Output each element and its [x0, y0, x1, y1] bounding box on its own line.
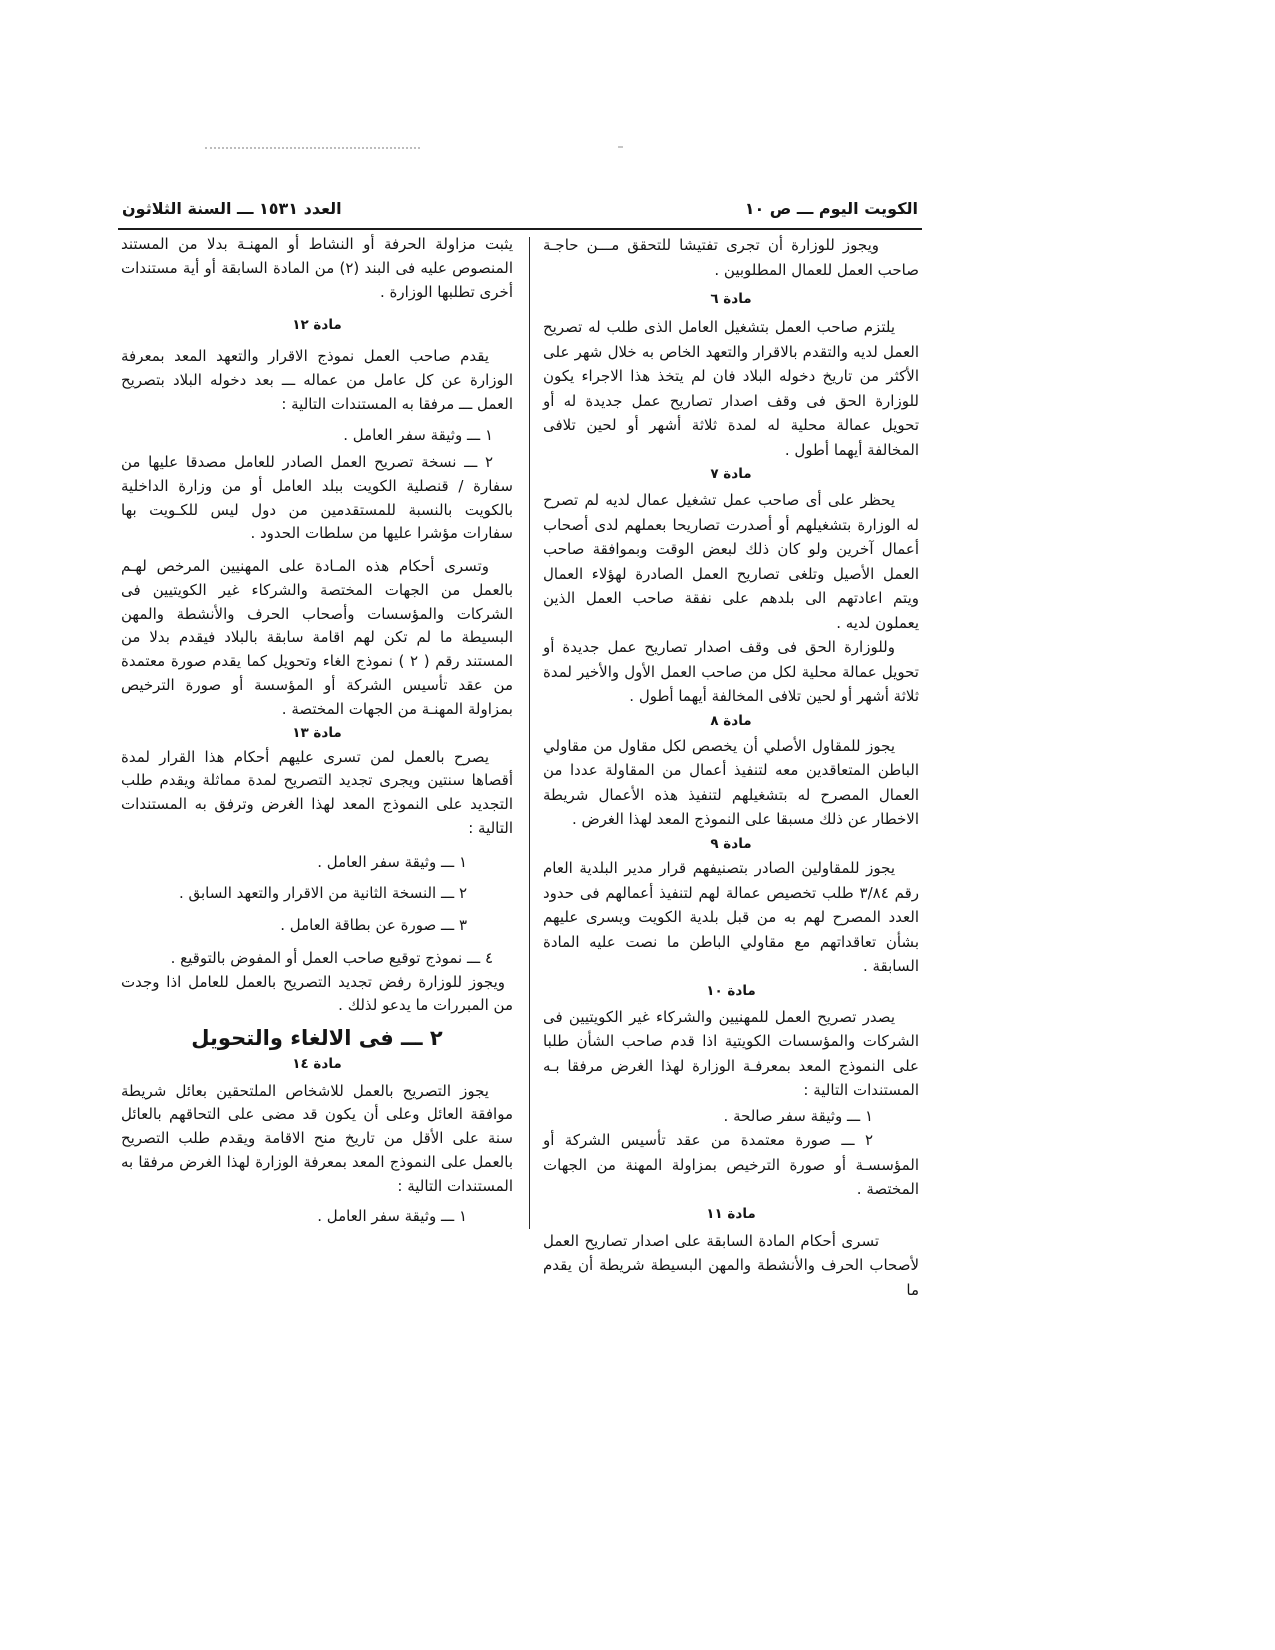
scan-speck-mark — [618, 146, 623, 148]
article-12-item-2: ٢ ـــ نسخة تصريح العمل الصادر للعامل مصدقا عليها من سفارة / قنصلية الكويت ببلد العامل أو من وزارة الداخلية بالكويت بالنسبة للمستقدمين من دول ليس للكـويت بها سفارات مؤشرا عليها من سلطات الحدود . — [121, 453, 513, 543]
article-7-penalty-text: وللوزارة الحق فى وقف اصدار تصاريح عمل جديدة أو تحويل عمالة محلية لكل من صاحب العمل الأول والأخير لمدة ثلاثة أشهر أو لحين تلافى المخالفة أيهما أطول . — [543, 638, 919, 705]
article-8-text: يجوز للمقاول الأصلي أن يخصص لكل مقاول من مقاولي الباطن المتعاقدين معه لتنفيذ أعمال من المقاولة عددا من العمال المصرح له بتشغيلهم لتنفيذ هذه الأعمال شريطة الاخطار عن ذلك مسبقا على النموذج المعد لهذا الغرض . — [543, 736, 919, 828]
article-10-item-2: ٢ ـــ صورة معتمدة من عقد تأسيس الشركة أو المؤسسـة أو صورة الترخيص بمزاولة المهنة من الجهات المختصة . — [543, 1131, 919, 1198]
article-7-heading: مادة ٧ — [710, 466, 752, 482]
article-11-heading: مادة ١١ — [706, 1205, 756, 1222]
issue-label: العدد ١٥٣١ ـــ السنة الثلاثون — [122, 199, 342, 218]
article-10-text: يصدر تصريح العمل للمهنيين والشركاء غير الكويتيين فى الشركات والمؤسسات الكويتية اذا قدم صاحب الشأن طلبا على النموذج المعد بمعرفـة الوزارة لهذا الغرض مرفقا بـه المستندات التالية : — [543, 1007, 919, 1099]
article-13-item-4: ٤ ـــ نموذج توقيع صاحب العمل أو المفوض بالتوقيع . — [170, 948, 493, 967]
article-12-text: يقدم صاحب العمل نموذج الاقرار والتعهد المعد بمعرفة الوزارة عن كل عامل من عماله ـــ بعد دخوله البلاد بتصريح العمل ـــ مرفقا به المستندات التالية : — [121, 347, 513, 413]
page-label: الكويت اليوم ـــ ص ١٠ — [744, 199, 918, 218]
article-13-item-3: ٣ ـــ صورة عن بطاقة العامل . — [280, 915, 467, 934]
article-8-heading: مادة ٨ — [710, 713, 752, 729]
scan-dots-mark — [205, 147, 420, 149]
article-7-text: يحظر على أى صاحب عمل تشغيل عمال لديه لم تصرح له الوزارة بتشغيلهم أو أصدرت تصاريحا بعملهم لدى أصحاب أعمال آخرين ولو كان ذلك لبعض الوقت وبموافقة صاحب العمل الأصيل وتلغى تصاريح العمل الصادرة لهؤلاء العمال ويتم اعادتهم الى بلدهم على نفقة صاحب العمل الذين يعملون لديه . — [543, 491, 919, 632]
article-14-heading: مادة ١٤ — [292, 1055, 342, 1072]
article-5-closing-text: ويجوز للوزارة أن تجرى تفتيشا للتحقق مـــن حاجـة صاحب العمل للعمال المطلوبين . — [543, 236, 919, 279]
article-9-heading: مادة ٩ — [710, 835, 752, 852]
right-column — [543, 233, 919, 1302]
article-10-item-1: ١ ـــ وثيقة سفر صالحة . — [723, 1106, 873, 1125]
article-6-heading: مادة ٦ — [710, 291, 752, 307]
article-12-extension-text: وتسرى أحكام هذه المـادة على المهنيين المرخص لهـم بالعمل من الجهات المختصة والشركاء غير الكويتيين فى الشركات والمؤسسات وأصحاب الحرف والأنشطة والمهن البسيطة ما لم تكن لهم اقامة سابقة بالبلاد فيقدم بدلا من المستند رقم ( ٢ ) نموذج الغاء وتحويل كما يقدم صورة معتمدة من عقد تأسيس الشركة أو المؤسسة أو صورة الترخيص بمزاولة المهنـة من الجهات المختصة . — [121, 557, 513, 718]
article-12-heading: مادة ١٢ — [292, 317, 342, 333]
article-14-text: يجوز التصريح بالعمل للاشخاص الملتحقين بعائل شريطة موافقة العائل وعلى أن يكون قد مضى على التحاقهم بالعائل سنة على الأقل من تاريخ منح الاقامة ويقدم طلب التصريح بالعمل على النموذج المعد بمعرفة الوزارة لهذا الغرض مرفقا به المستندات التالية : — [121, 1081, 513, 1195]
article-13-heading: مادة ١٣ — [292, 724, 342, 741]
article-9-text: يجوز للمقاولين الصادر بتصنيفهم قرار مدير البلدية العام رقم ٣/٨٤ طلب تخصيص عمالة لهم لتنفيذ أعمالهم فى حدود العدد المصرح لهم به من قبل بلدية الكويت ويسرى عليهم بشأن تعاقداتهم مع مقاولي الباطن ما نصت عليه المادة السابقة . — [543, 859, 919, 975]
article-10-heading: مادة ١٠ — [706, 982, 756, 999]
header-rule — [118, 228, 922, 230]
section-heading: ٢ ـــ فى الالغاء والتحويل — [191, 1025, 443, 1050]
article-13-text: يصرح بالعمل لمن تسرى عليهم أحكام هذا القرار لمدة أقصاها سنتين ويجرى تجديد التصريح لمدة مماثلة ويقدم طلب التجديد على النموذج المعد لهذا الغرض وترفق به المستندات التالية : — [121, 747, 513, 837]
article-13-item-1: ١ ـــ وثيقة سفر العامل . — [317, 852, 467, 871]
article-11-continued-text: يثبت مزاولة الحرفة أو النشاط أو المهنـة بدلا من المستند المنصوص عليه فى البند (٢) من المادة السابقة أو أية مستندات أخرى تطلبها الوزارة . — [121, 235, 513, 301]
article-6-text: يلتزم صاحب العمل بتشغيل العامل الذى طلب له تصريح العمل لديه والتقدم بالاقرار والتعهد الخاص به خلال شهر على الأكثر من تاريخ دخوله البلاد فان لم يتخذ هذا الاجراء يكون للوزارة الحق فى وقف اصدار تصاريح عمل جديدة له أو تحويل عمالة محلية له لمدة ثلاثة أشهر أو لحين تلافى المخالفة أيهما أطول . — [543, 318, 919, 459]
article-11-text: تسرى أحكام المادة السابقة على اصدار تصاريح العمل لأصحاب الحرف والأنشطة والمهن البسيطة شريطة أن يقدم ما — [543, 1231, 919, 1299]
left-column — [121, 233, 513, 1229]
article-12-item-1: ١ ـــ وثيقة سفر العامل . — [343, 426, 493, 444]
article-13-refusal-text: ويجوز للوزارة رفض تجديد التصريح بالعمل للعامل اذا وجدت من المبررات ما يدعو لذلك . — [121, 972, 513, 1015]
article-13-item-2: ٢ ـــ النسخة الثانية من الاقرار والتعهد السابق . — [178, 883, 467, 902]
article-14-item-1: ١ ـــ وثيقة سفر العامل . — [317, 1206, 467, 1225]
column-divider — [529, 237, 530, 1229]
